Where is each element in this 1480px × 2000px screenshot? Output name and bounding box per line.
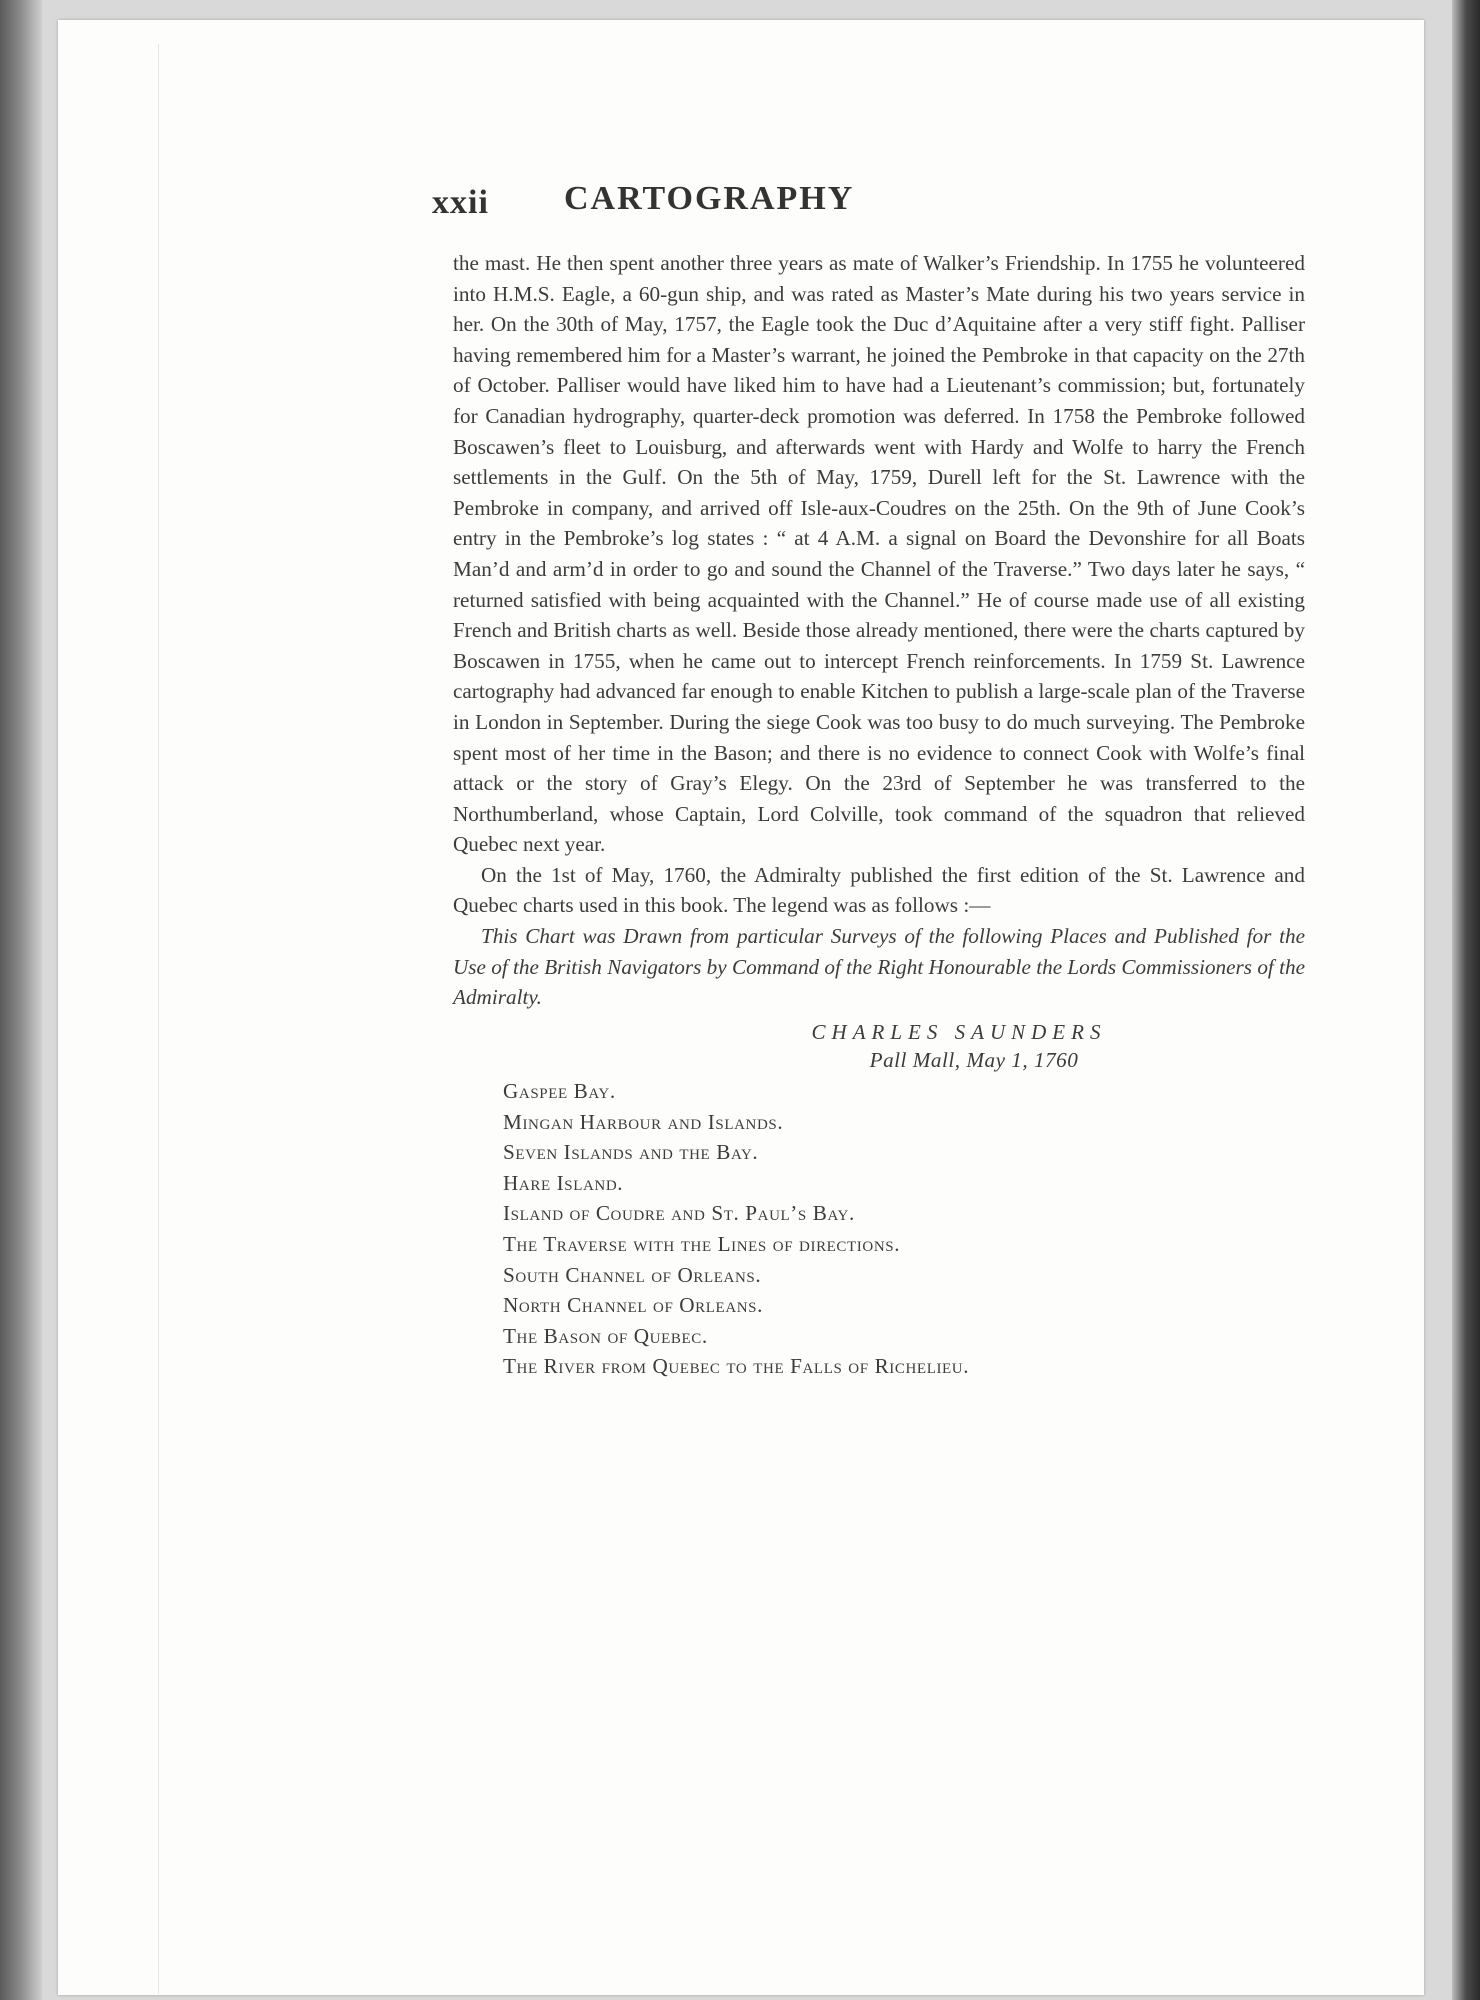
chart-list-item: Mingan Harbour and Islands.	[503, 1109, 784, 1134]
chart-list-item: The Traverse with the Lines of directions.	[503, 1232, 901, 1256]
page-fold-line	[158, 44, 159, 1994]
paragraph-cook-career: the mast. He then spent another three years as mate of Walker’s Friendship. In 1755 he volunteered into H.M.S. Eagle, a 60-gun ship, and was rated as Master’s Mate during his two years service in her. On the 30th of May, 1757, the Eagle took the Duc d’Aquitaine after a very stiff fight. Palliser having remembered him for a Master’s warrant, he joined the Pembroke in that capacity on the 27th of October. Palliser would have liked him to have had a Lieutenant’s commission; but, fortunately for Canadian hydrography, quarter-deck promotion was deferred. In 1758 the Pembroke followed Boscawen’s fleet to Louisburg, and afterwards went with Hardy and Wolfe to harry the French settlements in the Gulf. On the 5th of May, 1759, Durell left for the St. Lawrence with the Pembroke in company, and arrived off Isle-aux-Coudres on the 25th. On the 9th of June Cook’s entry in the Pembroke’s log states : “ at 4 A.M. a signal on Board the Devonshire for all Boats Man’d and arm’d in order to go and sound the Channel of the Traverse.” Two days later he says, “ returned satisfied with being acquainted with the Channel.” He of course made use of all existing French and British charts as well. Beside those already mentioned, there were the charts captured by Boscawen in 1755, when he came out to intercept French reinforcements. In 1759 St. Lawrence cartography had advanced far enough to enable Kitchen to publish a large-scale plan of the Traverse in London in September. During the siege Cook was too busy to do much surveying. The Pembroke spent most of her time in the Bason; and there is no evidence to connect Cook with Wolfe’s final attack or the story of Gray’s Elegy. On the 23rd of September he was transferred to the Northumberland, whose Captain, Lord Colville, took command of the squadron that relieved Quebec next year.	[453, 251, 1305, 857]
signature-place-date: Pall Mall, May 1, 1760	[869, 1048, 1079, 1073]
chart-list-item: Seven Islands and the Bay.	[503, 1140, 759, 1165]
chart-list-item: South Channel of Orleans.	[503, 1262, 762, 1287]
scan-binding-edge-right	[1452, 0, 1480, 2000]
page-body	[453, 248, 1305, 1382]
chart-list-item: The River from Quebec to the Falls of Richelieu.	[503, 1354, 970, 1379]
chart-list-item: Island of Coudre and St. Paul’s Bay.	[503, 1201, 855, 1226]
chart-legend-quote: This Chart was Drawn from particular Surveys of the following Places and Published for the Use of the British Navigators by Command of the Right Honourable the Lords Commissioners of the Admiralty.	[453, 924, 1305, 1010]
scan-binding-edge-left	[0, 0, 42, 2000]
chart-list-item: Gaspee Bay.	[503, 1079, 616, 1104]
chart-list-item: The Bason of Quebec.	[503, 1323, 708, 1348]
page-number: xxii	[432, 184, 489, 221]
running-title: CARTOGRAPHY	[564, 180, 855, 217]
signature-name: CHARLES SAUNDERS	[811, 1019, 1107, 1044]
chart-list	[453, 1076, 1305, 1382]
page-header	[376, 180, 1026, 224]
chart-list-item: North Channel of Orleans.	[503, 1293, 764, 1318]
paragraph-admiralty-charts: On the 1st of May, 1760, the Admiralty published the first edition of the St. Lawrence and Quebec charts used in this book. The legend was as follows :—	[453, 862, 1305, 918]
chart-list-item: Hare Island.	[503, 1170, 624, 1195]
